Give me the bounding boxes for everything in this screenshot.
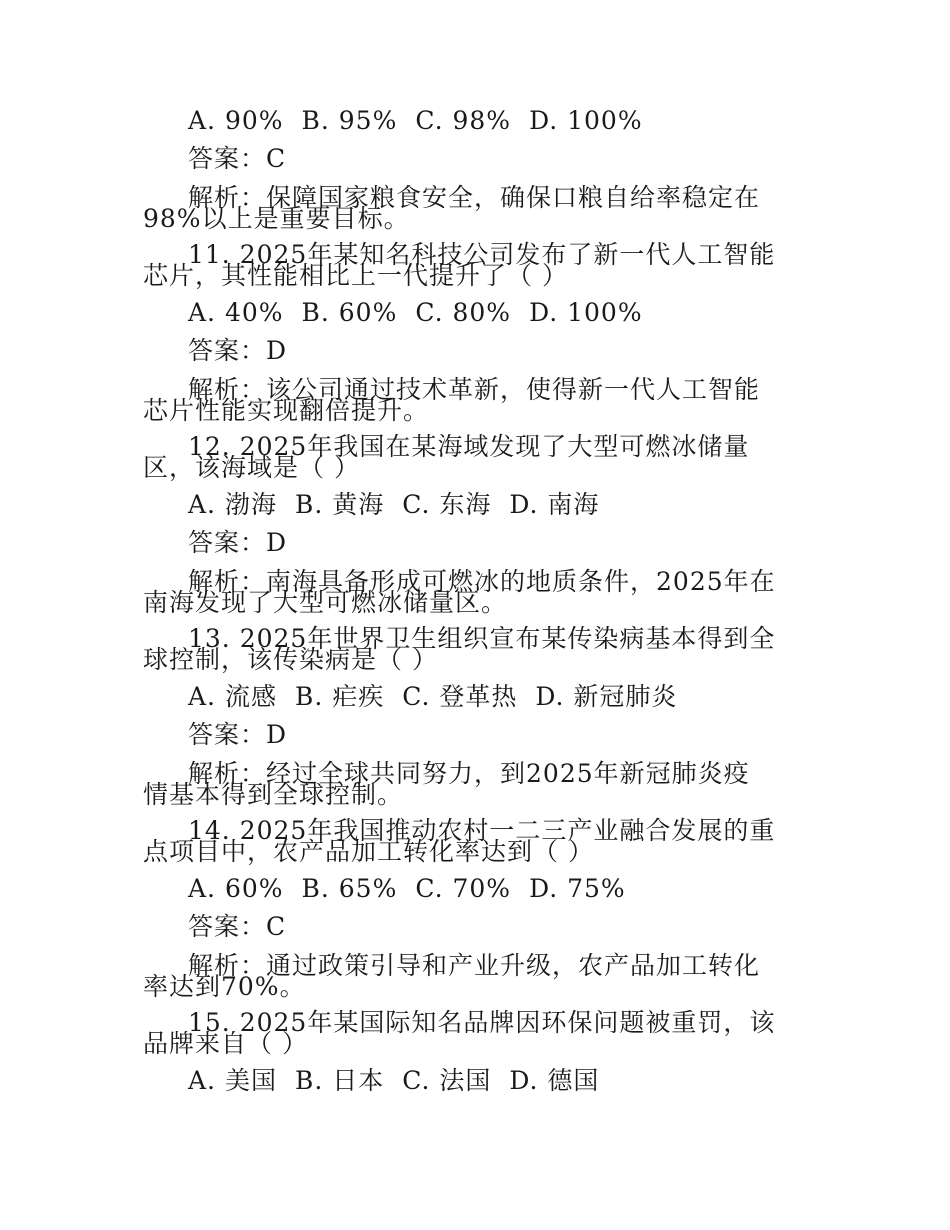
option-2: C. 98% xyxy=(415,106,512,135)
explanation-text-rest: 芯片性能实现翻倍提升。 xyxy=(143,395,430,425)
explanation-text-first: 解析：保障国家粮食安全，确保口粮自给率稳定在 xyxy=(188,182,761,212)
option-1: B. 黄海 xyxy=(294,490,385,519)
answer-line: 答案：D xyxy=(188,336,288,366)
option-1: B. 95% xyxy=(301,106,398,135)
option-1: B. 60% xyxy=(301,298,398,327)
question-text-rest: 芯片，其性能相比上一代提升了（ ） xyxy=(143,261,568,291)
explanation-text-first: 解析：南海具备形成可燃冰的地质条件，2025年在 xyxy=(188,566,776,596)
explanation-text-rest: 南海发现了大型可燃冰储量区。 xyxy=(143,587,508,617)
question-text-rest: 点项目中，农产品加工转化率达到（ ） xyxy=(143,837,594,867)
explanation-text-first: 解析：该公司通过技术革新，使得新一代人工智能 xyxy=(188,374,761,404)
answer-line: 答案：D xyxy=(188,720,288,750)
option-3: D. 新冠肺炎 xyxy=(535,682,678,711)
explanation-text-first: 解析：通过政策引导和产业升级，农产品加工转化 xyxy=(188,950,761,980)
question-text-first: 11. 2025年某知名科技公司发布了新一代人工智能 xyxy=(188,240,776,270)
answer-line: 答案：C xyxy=(188,144,287,174)
question-text-rest: 品牌来自（ ） xyxy=(143,1029,308,1059)
option-2: C. 80% xyxy=(415,298,512,327)
question-text-rest: 区，该海域是（ ） xyxy=(143,453,360,483)
question-text-rest: 球控制，该传染病是（ ） xyxy=(143,645,438,675)
option-3: D. 南海 xyxy=(509,490,600,519)
option-2: C. 登革热 xyxy=(402,682,518,711)
options-line xyxy=(188,875,626,903)
option-3: D. 德国 xyxy=(509,1066,600,1095)
option-3: D. 75% xyxy=(529,874,626,903)
explanation-text-first: 解析：经过全球共同努力，到2025年新冠肺炎疫 xyxy=(188,758,750,788)
option-3: D. 100% xyxy=(529,106,643,135)
options-line xyxy=(188,107,643,135)
explanation-text-rest: 98%以上是重要目标。 xyxy=(143,203,410,233)
explanation-text-rest: 率达到70%。 xyxy=(143,971,306,1001)
option-1: B. 日本 xyxy=(294,1066,385,1095)
options-line xyxy=(188,491,599,519)
option-1: B. 65% xyxy=(301,874,398,903)
option-0: A. 40% xyxy=(188,298,284,327)
option-2: C. 法国 xyxy=(402,1066,492,1095)
options-line xyxy=(188,683,677,711)
option-0: A. 渤海 xyxy=(188,490,277,519)
question-text-first: 13. 2025年世界卫生组织宣布某传染病基本得到全 xyxy=(188,624,776,654)
option-0: A. 90% xyxy=(188,106,284,135)
answer-line: 答案：D xyxy=(188,528,288,558)
options-line xyxy=(188,299,643,327)
option-0: A. 60% xyxy=(188,874,284,903)
question-text-first: 15. 2025年某国际知名品牌因环保问题被重罚，该 xyxy=(188,1008,776,1038)
question-text-first: 14. 2025年我国推动农村一二三产业融合发展的重 xyxy=(188,816,776,846)
answer-line: 答案：C xyxy=(188,912,287,942)
option-1: B. 疟疾 xyxy=(294,682,385,711)
explanation-text-rest: 情基本得到全球控制。 xyxy=(143,779,404,809)
option-2: C. 东海 xyxy=(402,490,492,519)
option-0: A. 美国 xyxy=(188,1066,277,1095)
question-text-first: 12. 2025年我国在某海域发现了大型可燃冰储量 xyxy=(188,432,750,462)
option-2: C. 70% xyxy=(415,874,512,903)
options-line xyxy=(188,1067,599,1095)
option-0: A. 流感 xyxy=(188,682,277,711)
option-3: D. 100% xyxy=(529,298,643,327)
